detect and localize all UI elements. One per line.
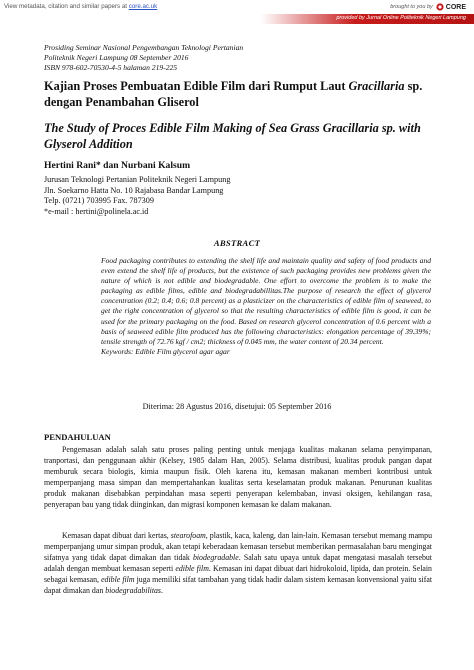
metadata-notice (4, 3, 157, 10)
text-run: Kemasan dapat dibuat dari kertas, (62, 531, 171, 540)
provided-by-text: provided by Jurnal Online Politeknik Negeri Lampung (336, 15, 466, 21)
text-run-italic: edible film (101, 575, 135, 585)
core-word: CORE (445, 3, 466, 11)
title-indonesian (44, 78, 434, 110)
section-heading: PENDAHULUAN (44, 432, 111, 442)
text-run-italic: stearofoam (170, 531, 206, 540)
affiliation-line: Jln. Soekarno Hatta No. 10 Rajabasa Bandar Lampung (44, 185, 224, 195)
abstract-body (101, 256, 431, 357)
brought-by-text: brought to you by (390, 4, 433, 10)
text-run-italic: edible film (175, 564, 209, 574)
authors: Hertini Rani* dan Nurbani Kalsum (44, 160, 191, 171)
affiliation-line: Jurusan Teknologi Pertanian Politeknik Negeri Lampung (44, 175, 231, 184)
abstract-text: Food packaging contributes to extending the shelf life and maintain quality and safety of food products and even extend the shelf life of products, but the existence of such packaging provides new problems given the nature of which is not edible and biodegradable. One effort to overcome the problem is to make the packaging as edible films, edible and biodegradabillitas.The purpose of research the effect of glycerol concentration (0.2; 0.4; 0.6; 0.8 percent) as a plasticizer on the characteristics of edible film of seaweed, to get the right concentration of glycerol so that the resulting characteristics of edible film is good, it can be used for the primary packaging on the food. Based on research glycerol concentration of 0.6 percent with a basis of seaweed edible film produced has the following characteristics: elongation percentage of 39.39%; tensile strength of 72.76 kgf / cm2; thickness of 0.045 mm, the water content of 20.34 percent. (101, 256, 431, 346)
title-english: The Study of Proces Edible Film Making of Sea Grass Gracillaria sp. with Glyserol Addition (44, 121, 421, 151)
text-run: juga memiliki sifat tambahan yang tidak hadir dalam sistem kemasan konvensional yaitu sifat dapat dimakan dan (44, 575, 432, 596)
text-run: . Salah satu upaya untuk dapat mengatasi masalah tersebut adalah dengan membuat kemasan seperti (44, 553, 432, 574)
text-run-italic: biodegradable (192, 553, 239, 563)
proceedings-line: ISBN 978-602-70530-4-5 halaman 219-225 (44, 63, 178, 72)
proceedings-info (44, 43, 243, 73)
affiliation-line: Telp. (0721) 703995 Fax. 787309 (44, 196, 154, 205)
paragraph: Pengemasan adalah salah satu proses paling penting untuk menjaga kualitas makanan selama penyimpanan, tranportasi, dan penggunaan akhir (Kelsey, 1985 dalam Han, 2005). Selama distribusi, kualitas produk pangan dapat memburuk secara biologis, kimia maupun fisik. Oleh karena itu, kemasan makanan memberi kontribusi untuk memperpanjang masa simpan dan mempertahankan kualitas serta keselamatan produk makanan. Penurunan kualitas produk makanan disebabkan perpindahan masa seperti penyerapan kelembaban, invasi oksigen, kehilangan rasa, penyerapan bau yang tidak diinginkan, dan migrasi komponen kemasan ke dalam makanan. (44, 445, 432, 510)
text-run: . Kemasan ini dapat dibuat dari hidrokoloid, lipida, dan protein. Selain sebagai kemasan, (44, 564, 432, 585)
title-part: sp. dengan Penambahan Gliserol (44, 79, 423, 109)
title-species: Gracillaria (348, 79, 405, 93)
core-logo[interactable] (436, 3, 466, 11)
proceedings-line: Politeknik Negeri Lampung 08 September 2016 (44, 53, 189, 62)
brought-by (390, 2, 466, 12)
text-run: , plastik, kaca, kaleng, dan lain-lain. Kemasan tersebut memang mampu memperpanjang umur simpan produk, akan tetapi keberadaan kemasan tersebut memberikan permasalahan baru mengingat sifatnya yang tidak dapat dimakan dan tidak (44, 531, 433, 563)
paragraph (44, 530, 432, 596)
keywords: Keywords: Edible Film glycerol agar agar (101, 346, 230, 356)
received-dates: Diterima: 28 Agustus 2016, disetujui: 05 September 2016 (142, 402, 332, 411)
text-run: . (160, 586, 163, 596)
text-run-italic: biodegradabilitas (105, 586, 161, 596)
abstract-heading: ABSTRACT (213, 238, 261, 248)
title-part: Kajian Proses Pembuatan Edible Film dari Rumput Laut (44, 79, 349, 93)
metadata-notice-text: View metadata, citation and similar papers at (4, 3, 129, 10)
core-logo-icon (436, 3, 444, 11)
affiliation (44, 175, 230, 217)
provided-by-bar (0, 14, 474, 24)
affiliation-email: *e-mail : hertini@polinela.ac.id (44, 206, 149, 216)
proceedings-line: Prosiding Seminar Nasional Pengembangan Teknologi Pertanian (44, 43, 244, 52)
core-link[interactable]: core.ac.uk (128, 3, 158, 10)
